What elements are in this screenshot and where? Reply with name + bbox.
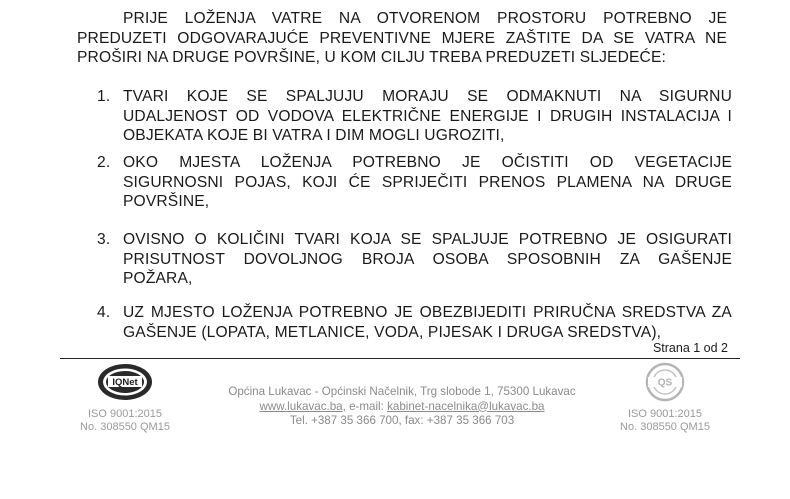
item-line: UZ MJESTO LOŽENJA POTREBNO JE OBEZBIJEDITI PRIRUČNA SREDSTVA ZA [123,304,732,321]
intro-line: PRIJE LOŽENJA VATRE NA OTVORENOM PROSTORU POTREBNO JE [123,10,727,27]
iso-standard: ISO 9001:2015 [87,408,162,420]
iqnet-certification-logo [96,362,154,402]
intro-line: PROŠIRI NA DRUGE POVRŠINE, U KOM CILJU TREBA PREDUZETI SLJEDEĆE: [77,49,666,66]
footer-phone: Tel. +387 35 366 700, fax: +387 35 366 703 [289,414,515,427]
item-line: POŽARA, [123,270,193,287]
certification-left [60,362,190,434]
website-link[interactable]: www.lukavac.ba [259,399,343,413]
item-line: OKO MJESTA LOŽENJA POTREBNO JE OČISTITI OD VEGETACIJE [123,154,732,171]
email-link[interactable]: kabinet-nacelnika@lukavac.ba [387,399,545,413]
item-line: TVARI KOJE SE SPALJUJU MORAJU SE ODMAKNUTI NA SIGURNU [123,88,732,105]
intro-paragraph [77,9,727,68]
item-line: UDALJENOST OD VODOVA ELEKTRIČNE ENERGIJE I DRUGIH INSTALACIJA I [123,107,732,125]
item-line: PRISUTNOST DOVOLJNOG BROJA OSOBA SPOSOBNIH ZA GAŠENJE [123,250,732,268]
item-number: 1. [97,88,111,105]
page-number: Strana 1 od 2 [652,341,728,355]
certificate-number: No. 308550 QM15 [620,421,710,433]
item-line: POVRŠINE, [123,193,210,210]
item-number: 2. [97,154,111,171]
item-line: OVISNO O KOLIČINI TVARI KOJA SE SPALJUJE POTREBNO JE OSIGURATI [123,231,732,248]
qs-certification-logo [640,362,690,402]
footer-address: Općina Lukavac - Općinski Načelnik, Trg slobode 1, 75300 Lukavac [228,385,576,398]
intro-line: PREDUZETI ODGOVARAJUĆE PREVENTIVNE MJERE ZAŠTITE DA SE VATRA NE [77,29,727,47]
item-number: 4. [97,304,111,321]
iso-standard: ISO 9001:2015 [627,408,702,420]
iqnet-logo-text: IQNet [112,377,138,388]
footer-divider [60,358,740,359]
qs-logo-text: QS [657,377,673,389]
certificate-number: No. 308550 QM15 [80,421,170,433]
footer-contact [196,385,608,429]
certification-right [600,362,730,434]
item-number: 3. [97,231,111,248]
email-label: , e-mail: [342,399,388,413]
item-line: GAŠENJE (LOPATA, METLANICE, VODA, PIJESAK I DRUGA SREDSTVA), [123,323,662,341]
footer-web-email-line [196,400,608,415]
item-line: OBJEKATA KOJE BI VATRA I DIM MOGLI UGROZITI, [123,127,505,144]
item-line: SIGURNOSNI POJAS, KOJI ĆE SPRIJEČITI PRENOS PLAMENA NA DRUGE [123,173,732,191]
